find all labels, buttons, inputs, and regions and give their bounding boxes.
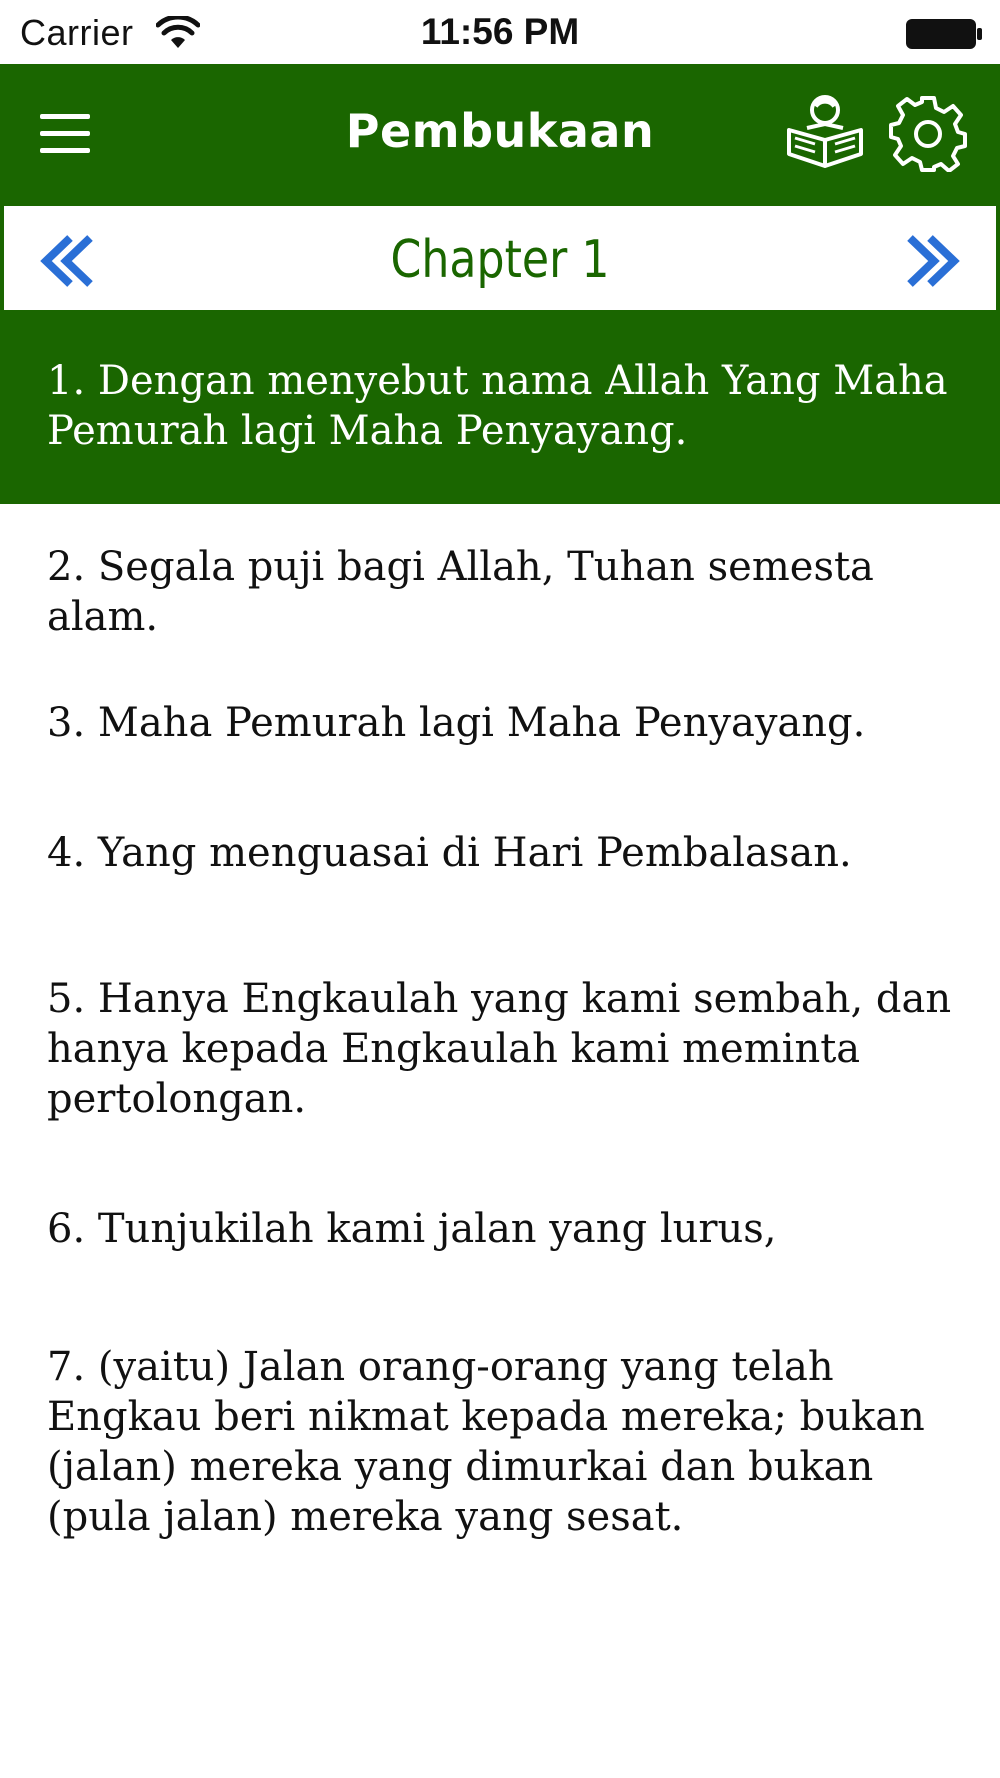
verse-item[interactable] <box>0 1168 1000 1302</box>
status-time: 11:56 PM <box>420 11 580 52</box>
verse-item[interactable] <box>0 654 1000 788</box>
chapter-selector <box>0 204 1000 312</box>
gear-icon[interactable] <box>889 94 967 172</box>
verse-item[interactable] <box>0 1302 1000 1542</box>
verse-item[interactable] <box>0 788 1000 928</box>
verse-item[interactable] <box>0 504 1000 654</box>
verse-text: 5. Hanya Engkaulah yang kami sembah, dan hanya kepada Engkaulah kami meminta pertolongan. <box>47 976 952 1122</box>
verse-text: 7. (yaitu) Jalan orang-orang yang telah Engkau beri nikmat kepada mereka; bukan (jalan) mereka yang dimurkai dan bukan (pula jalan) mereka yang sesat. <box>47 1344 925 1540</box>
reading-person-icon[interactable] <box>785 92 865 174</box>
verse-text: 4. Yang menguasai di Hari Pembalasan. <box>47 830 852 876</box>
page-title: Pembukaan <box>345 104 655 158</box>
chapter-selector-inner <box>4 206 996 310</box>
carrier-label: Carrier <box>20 12 134 53</box>
verse-list <box>0 312 1000 1542</box>
verse-text: 2. Segala puji bagi Allah, Tuhan semesta alam. <box>47 544 874 640</box>
verse-item-selected[interactable] <box>0 312 1000 504</box>
verse-text: 6. Tunjukilah kami jalan yang lurus, <box>47 1206 777 1252</box>
verse-text: 3. Maha Pemurah lagi Maha Penyayang. <box>47 700 866 746</box>
verse-item[interactable] <box>0 928 1000 1168</box>
chapter-label: Chapter 1 <box>390 230 610 290</box>
navigation-bar <box>0 64 1000 204</box>
double-chevron-right-icon[interactable] <box>902 232 964 290</box>
status-bar <box>0 0 1000 64</box>
verse-text: 1. Dengan menyebut nama Allah Yang Maha Pemurah lagi Maha Penyayang. <box>47 358 948 454</box>
battery-icon <box>905 18 983 50</box>
